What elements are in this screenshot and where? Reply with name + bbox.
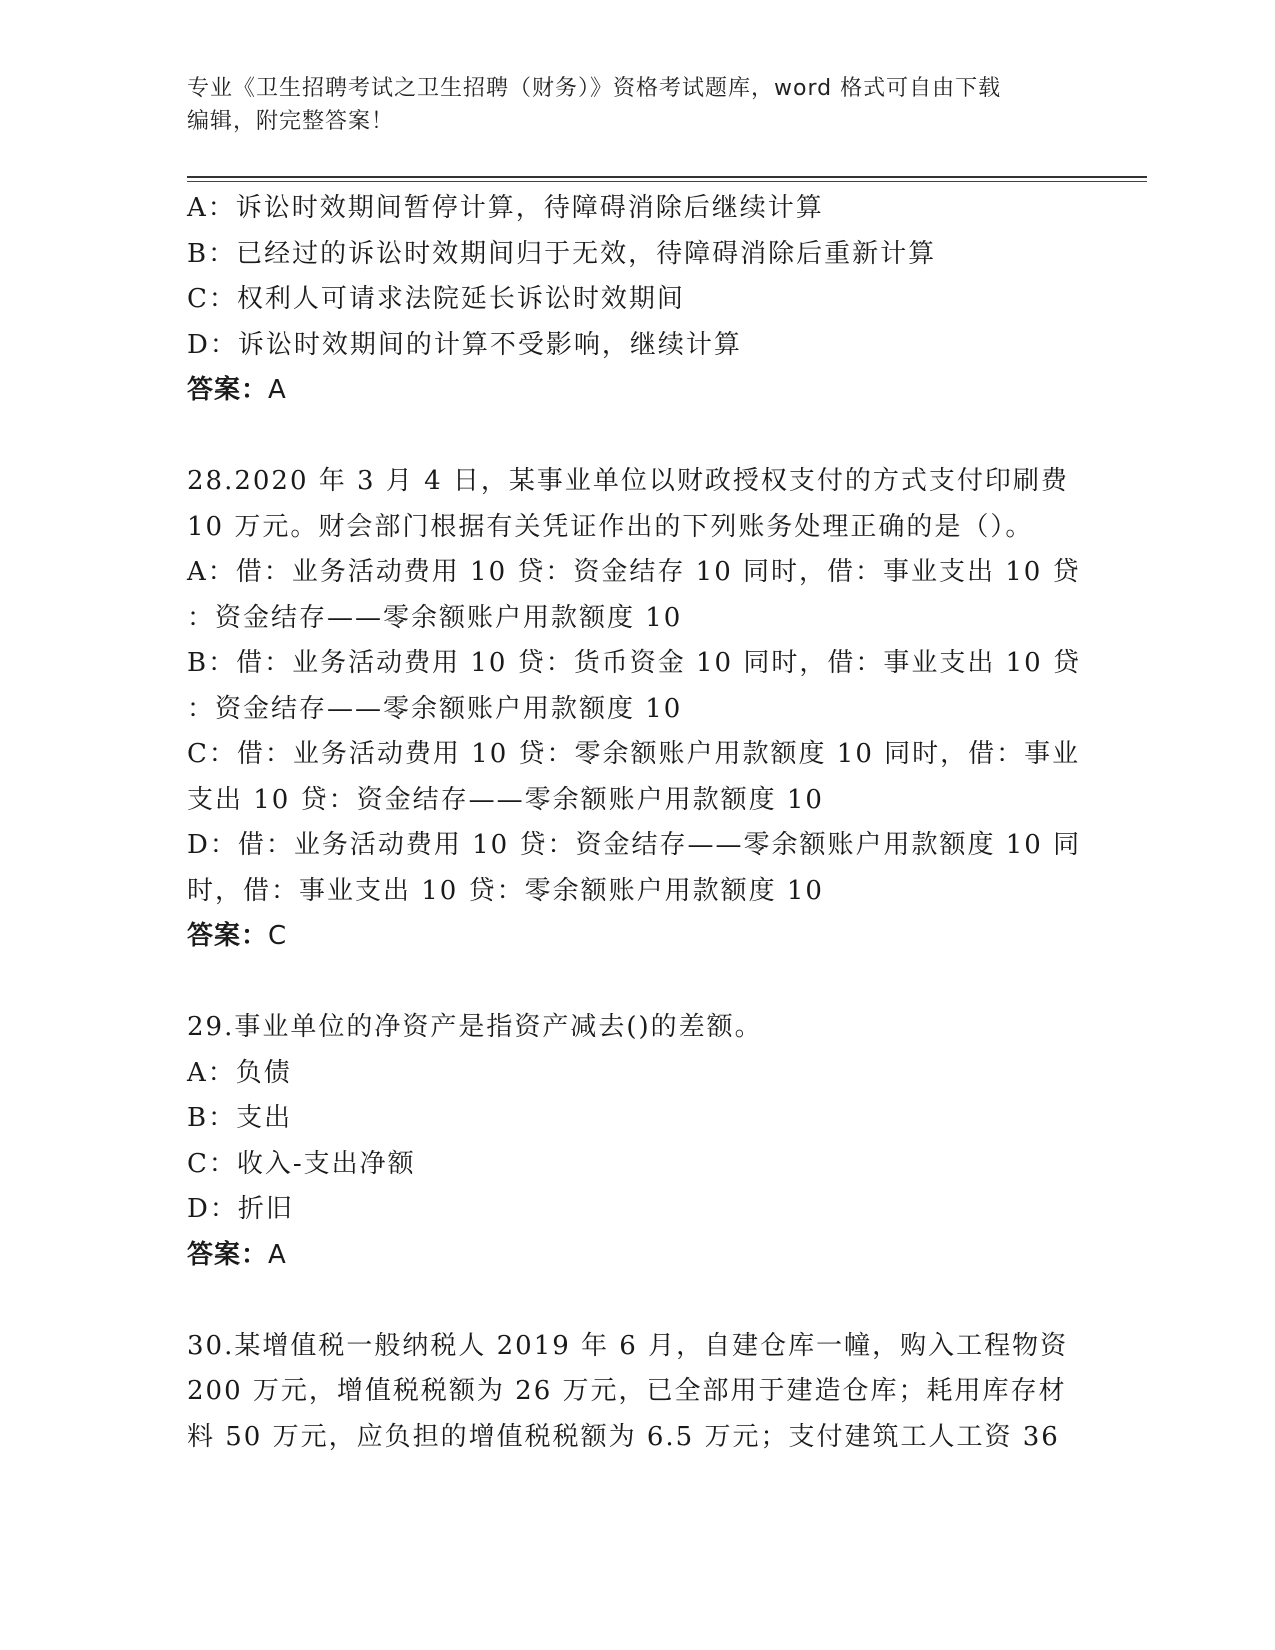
option-d-line-2: 时，借：事业支出 10 贷：零余额账户用款额度 10	[187, 875, 824, 906]
answer-value: C	[268, 921, 288, 951]
option-b: B：支出	[187, 1103, 293, 1133]
option-b-line-2: ：资金结存——零余额账户用款额度 10	[187, 693, 683, 724]
option-d: D：折旧	[187, 1194, 294, 1224]
question-stem-line: 料 50 万元，应负担的增值税税额为 6.5 万元；支付建筑工人工资 36	[187, 1421, 1060, 1452]
question-29	[187, 1005, 1067, 1278]
option-b-line-1: B：借：业务活动费用 10 贷：货币资金 10 同时，借：事业支出 10 贷	[187, 648, 1081, 678]
spacer	[187, 414, 1067, 460]
header-line-2: 编辑，附完整答案！	[187, 109, 395, 134]
question-27-tail	[187, 186, 1067, 414]
spacer	[187, 1278, 1067, 1324]
answer-label: 答案：	[187, 921, 269, 951]
answer-line	[187, 914, 1067, 960]
header-line-1: 专业《卫生招聘考试之卫生招聘（财务）》资格考试题库，word 格式可自由下载	[187, 76, 1002, 101]
option-d-line-1: D：借：业务活动费用 10 贷：资金结存——零余额账户用款额度 10 同	[187, 830, 1082, 860]
option-d: D：诉讼时效期间的计算不受影响，继续计算	[187, 329, 742, 360]
option-a: A：负债	[187, 1057, 292, 1088]
header-divider-thick	[187, 176, 1147, 178]
question-stem-line: 10 万元。财会部门根据有关凭证作出的下列账务处理正确的是（）。	[187, 511, 1034, 542]
answer-line	[187, 1233, 1067, 1279]
question-stem-line: 200 万元，增值税税额为 26 万元，已全部用于建造仓库；耗用库存材	[187, 1376, 1067, 1406]
question-stem-line: 28.2020 年 3 月 4 日，某事业单位以财政授权支付的方式支付印刷费	[187, 466, 1069, 496]
answer-value: A	[268, 1239, 287, 1270]
question-28	[187, 459, 1082, 960]
question-stem: 29.事业单位的净资产是指资产减去()的差额。	[187, 1012, 763, 1042]
option-a-line-1: A：借：业务活动费用 10 贷：资金结存 10 同时，借：事业支出 10 贷	[187, 557, 1081, 587]
question-30	[187, 1324, 1067, 1461]
document-header	[187, 72, 1067, 138]
option-b: B：已经过的诉讼时效期间归于无效，待障碍消除后重新计算	[187, 238, 937, 269]
option-a-line-2: ：资金结存——零余额账户用款额度 10	[187, 602, 683, 633]
answer-label: 答案：	[187, 375, 269, 405]
option-a: A：诉讼时效期间暂停计算，待障碍消除后继续计算	[187, 193, 824, 223]
option-c: C：权利人可请求法院延长诉讼时效期间	[187, 284, 685, 314]
answer-value: A	[268, 375, 287, 405]
answer-line	[187, 368, 1067, 414]
question-content	[187, 186, 1082, 1460]
question-stem-line: 30.某增值税一般纳税人 2019 年 6 月，自建仓库一幢，购入工程物资	[187, 1330, 1069, 1361]
header-divider-thin	[187, 181, 1147, 182]
option-c-line-2: 支出 10 贷：资金结存——零余额账户用款额度 10	[187, 784, 824, 815]
spacer	[187, 960, 1067, 1006]
answer-label: 答案：	[187, 1239, 269, 1270]
option-c: C：收入-支出净额	[187, 1148, 416, 1179]
option-c-line-1: C：借：业务活动费用 10 贷：零余额账户用款额度 10 同时，借：事业	[187, 739, 1081, 769]
